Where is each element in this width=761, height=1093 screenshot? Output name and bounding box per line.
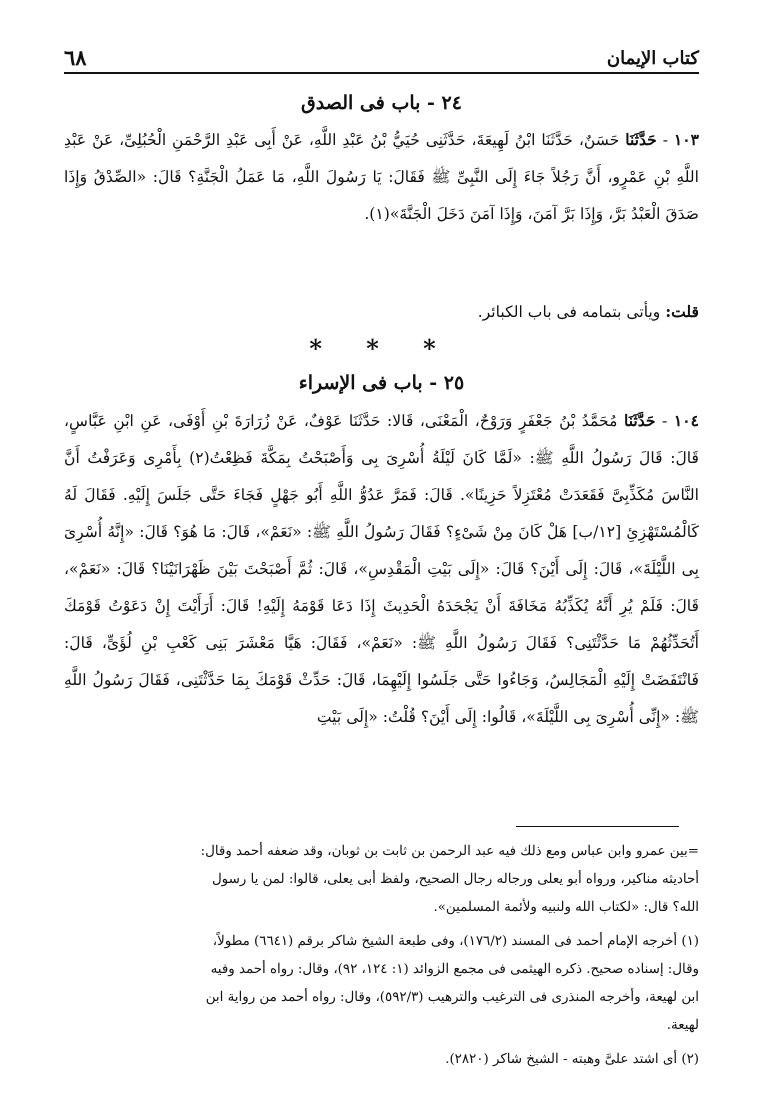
footnote-line: =بين عمرو وابن عباس ومع ذلك فيه عبد الرحمن بن ثابت بن ثوبان، وقد ضعفه أحمد وقال:	[200, 844, 699, 859]
hadith-104: ١٠٤ - حَدَّثَنَا مُحَمَّدُ بْنُ جَعْفَرٍ وَرَوْحٌ، الْمَعْنَى، قَالا: حَدَّثَنَا عَوْفٌ، عَنْ زُرَارَةَ بْنِ أَوْفَى، عَنِ ابْنِ عَبَّاسٍ، قَالَ: قَالَ رَسُولُ اللَّهِ ﷺ: «لَمَّا كَانَ لَيْلَةُ أُسْرِىَ بِى وَأَصْبَحْتُ بِمَكَّةَ فَظِعْتُ(٢) بِأَمْرِى وَعَرَفْتُ أَنَّ النَّاسَ مُكَذِّبِىَّ فَقَعَدَتْ مُعْتَزِلاً حَزِينًا». قَالَ: فَمَرَّ عَدُوُّ اللَّهِ أَبُو جَهْلٍ فَجَاءَ حَتَّى جَلَسَ إِلَيْهِ. فَقَالَ لَهُ كَالْمُسْتَهْزِئِ [١٢/ب] هَلْ كَانَ مِنْ شَىْءٍ؟ فَقَالَ رَسُولُ اللَّهِ ﷺ: «نَعَمْ»، قَالَ: مَا هُوَ؟ قَالَ: «إِنَّهُ أُسْرِىَ بِى اللَّيْلَةَ»، قَالَ: إِلَى أَيْنَ؟ قَالَ: «إِلَى بَيْتِ الْمَقْدِسِ»، قَالَ: ثُمَّ أَصْبَحْتَ بَيْنَ ظَهْرَانَيْنَا؟ قَالَ: «نَعَمْ»، قَالَ: فَلَمْ يُرِ أَنَّهُ يُكَذِّبُهُ مَخَافَةَ أَنْ يَجْحَدَهُ الْحَدِيثَ إِذَا دَعَا قَوْمَهُ إِلَيْهِ! قَالَ: أَرَأَيْتَ إِنْ دَعَوْتُ قَوْمَكَ أَتُحَدِّثُهُمْ مَا حَدَّثْتَنِى؟ فَقَالَ رَسُولُ اللَّهِ ﷺ: «نَعَمْ»، فَقَالَ: هَيَّا مَعْشَرَ بَنِى كَعْبِ بْنِ لُؤَىٍّ، قَالَ: فَانْتَفَضَتْ إِلَيْهِ الْمَجَالِسُ، وَجَاءُوا حَتَّى جَلَسُوا إِلَيْهِمَا، قَالَ: حَدِّثْ قَوْمَكَ بِمَا حَدَّثْتَنِى، فَقَالَ رَسُولُ اللَّهِ ﷺ: «إِنِّى أُسْرِىَ بِى اللَّيْلَةَ»، قَالُوا: إِلَى أَيْنَ؟ قُلْتُ: «إِلَى بَيْتِ	[64, 411, 699, 726]
footnote-1	[64, 928, 699, 1040]
author-note	[64, 296, 699, 328]
chapter-heading-isra: ٢٥ - باب فى الإسراء	[298, 372, 465, 394]
hadith-number: ١٠٣	[673, 130, 699, 149]
footnote-line: لهيعة.	[666, 1018, 699, 1033]
note-label: قلت:	[665, 302, 699, 321]
footnote-continuation	[64, 838, 699, 922]
page-number: ٦٨	[64, 45, 87, 70]
running-header	[64, 44, 699, 74]
footnote-line: أحاديثه مناكير، ورواه أبو يعلى ورجاله رجال الصحيح، ولفظ أبى يعلى، قالوا: لمن يا رسول	[211, 872, 699, 887]
section-separator: * * *	[309, 334, 454, 363]
footnote-line: وقال: إسناده صحيح. ذكره الهيثمى فى مجمع الزوائد (١: ١٢٤، ٩٢)، وقال: رواه أحمد وفيه	[210, 962, 699, 977]
footnote-line: ابن لهيعة، وأخرجه المنذرى فى الترغيب والترهيب (٥٩٢/٣)، وقال: رواه أحمد من رواية ابن	[205, 990, 699, 1005]
footnote-line: الله؟ قال: «لكتاب الله ولنبيه ولأئمة المسلمين».	[433, 900, 699, 915]
footnote-2: (٢) أى اشتد علىَّ وهبته - الشيخ شاكر (٢٨٢٠).	[445, 1052, 699, 1067]
hadith-number: ١٠٤	[673, 411, 699, 430]
chapter-heading-truthfulness: ٢٤ - باب فى الصدق	[301, 92, 462, 114]
hadith-103: ١٠٣ - حَدَّثَنَا حَسَنٌ، حَدَّثَنَا ابْنُ لَهِيعَةَ، حَدَّثَنِى حُيَيُّ بْنُ عَبْدِ اللَّهِ، عَنْ أَبِى عَبْدِ الرَّحْمَنِ الْحُبُلِىِّ، عَنْ عَبْدِ اللَّهِ بْنِ عَمْرٍو، أَنَّ رَجُلاً جَاءَ إِلَى النَّبِىِّ ﷺ فَقَالَ: يَا رَسُولَ اللَّهِ، مَا عَمَلُ الْجَنَّةِ؟ قَالَ: «الصِّدْقُ وَإِذَا صَدَقَ الْعَبْدُ بَرَّ، وَإِذَا بَرَّ آمَنَ، وَإِذَا آمَنَ دَخَلَ الْجَنَّةَ»(١).	[64, 130, 699, 223]
hadith-text: مُحَمَّدُ بْنُ جَعْفَرٍ وَرَوْحٌ، الْمَعْنَى، قَالا: حَدَّثَنَا عَوْفٌ، عَنْ زُرَارَةَ بْنِ أَوْفَى، عَنِ ابْنِ عَبَّاسٍ، قَالَ: قَالَ رَسُولُ اللَّهِ ﷺ: «لَمَّا كَانَ لَيْلَةُ أُسْرِىَ بِى وَأَصْبَحْتُ بِمَكَّةَ فَظِعْتُ(٢) بِأَمْرِى وَعَرَفْتُ أَنَّ النَّاسَ مُكَذِّبِىَّ فَقَعَدَتْ مُعْتَزِلاً حَزِينًا». قَالَ: فَمَرَّ عَدُوُّ اللَّهِ أَبُو جَهْلٍ فَجَاءَ حَتَّى جَلَسَ إِلَيْهِ. فَقَالَ لَهُ كَالْمُسْتَهْزِئِ [١٢/ب] هَلْ كَانَ مِنْ شَىْءٍ؟ فَقَالَ رَسُولُ اللَّهِ ﷺ: «نَعَمْ»، قَالَ: مَا هُوَ؟ قَالَ: «إِنَّهُ أُسْرِىَ بِى اللَّيْلَةَ»، قَالَ: إِلَى أَيْنَ؟ قَالَ: «إِلَى بَيْتِ الْمَقْدِسِ»، قَالَ: ثُمَّ أَصْبَحْتَ بَيْنَ ظَهْرَانَيْنَا؟ قَالَ: «نَعَمْ»، قَالَ: فَلَمْ يُرِ أَنَّهُ يُكَذِّبُهُ مَخَافَةَ أَنْ يَجْحَدَهُ الْحَدِيثَ إِذَا دَعَا قَوْمَهُ إِلَيْهِ! قَالَ: أَرَأَيْتَ إِنْ دَعَوْتُ قَوْمَكَ أَتُحَدِّثُهُمْ مَا حَدَّثْتَنِى؟ فَقَالَ رَسُولُ اللَّهِ ﷺ: «نَعَمْ»، فَقَالَ: هَيَّا مَعْشَرَ بَنِى كَعْبِ بْنِ لُؤَىٍّ، قَالَ: فَانْتَفَضَتْ إِلَيْهِ الْمَجَالِسُ، وَجَاءُوا حَتَّى جَلَسُوا إِلَيْهِمَا، قَالَ: حَدِّثْ قَوْمَكَ بِمَا حَدَّثْتَنِى، فَقَالَ رَسُولُ اللَّهِ ﷺ: «إِنِّى أُسْرِىَ بِى اللَّيْلَةَ»، قَالُوا: إِلَى أَيْنَ؟ قُلْتُ: «إِلَى بَيْتِ	[64, 412, 699, 726]
hadith-lead: حَدَّثَنَا	[625, 130, 657, 149]
note-text: ويأتى بتمامه فى باب الكبائر.	[477, 303, 661, 321]
hadith-text: حَسَنٌ، حَدَّثَنَا ابْنُ لَهِيعَةَ، حَدَّثَنِى حُيَيُّ بْنُ عَبْدِ اللَّهِ، عَنْ أَبِى عَبْدِ الرَّحْمَنِ الْحُبُلِىِّ، عَنْ عَبْدِ اللَّهِ بْنِ عَمْرٍو، أَنَّ رَجُلاً جَاءَ إِلَى النَّبِىِّ ﷺ فَقَالَ: يَا رَسُولَ اللَّهِ، مَا عَمَلُ الْجَنَّةِ؟ قَالَ: «الصِّدْقُ وَإِذَا صَدَقَ الْعَبْدُ بَرَّ، وَإِذَا بَرَّ آمَنَ، وَإِذَا آمَنَ دَخَلَ الْجَنَّةَ»(١).	[64, 131, 699, 223]
hadith-lead: حَدَّثَنَا	[623, 411, 656, 430]
footnote-line: (١) أخرجه الإمام أحمد فى المسند (١٧٦/٢)، وفى طبعة الشيخ شاكر برقم (٦٦٤١) مطولاً،	[212, 934, 699, 949]
book-title: كتاب الإيمان	[606, 48, 699, 69]
footnote-separator	[516, 826, 679, 827]
